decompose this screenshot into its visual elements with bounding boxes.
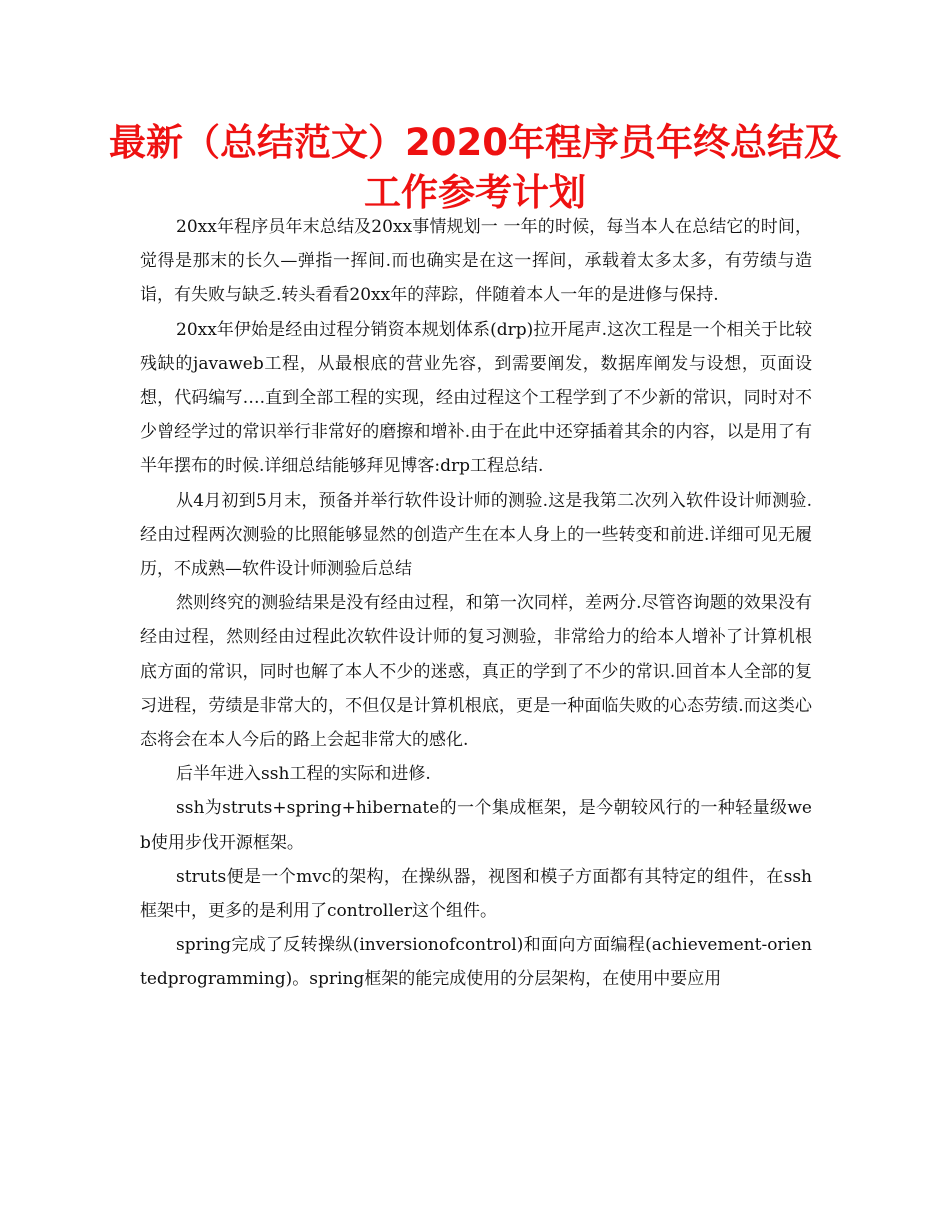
paragraph: 从4月初到5月末，预备并举行软件设计师的测验.这是我第二次列入软件设计师测验.经由过程两次测验的比照能够显然的创造产生在本人身上的一些转变和前进.详细可见无履历，不成熟—软件设计师测验后总结 <box>140 490 812 580</box>
document-title: 最新（总结范文）2020年程序员年终总结及工作参考计划 <box>109 121 841 214</box>
paragraph: 后半年进入ssh工程的实际和进修. <box>176 764 431 785</box>
paragraph: struts便是一个mvc的架构，在操纵器，视图和模子方面都有其特定的组件，在ssh框架中，更多的是利用了controller这个组件。 <box>140 866 812 922</box>
paragraph: 20xx年伊始是经由过程分销资本规划体系(drp)拉开尾声.这次工程是一个相关于比较残缺的javaweb工程，从最根底的营业先容，到需要阐发，数据库阐发与设想，页面设想，代码编写….直到全部工程的实现，经由过程这个工程学到了不少新的常识，同时对不少曾经学过的常识举行非常好的磨擦和增补.由于在此中还穿插着其余的内容，以是用了有半年摆布的时候.详细总结能够拜见博客:drp工程总结. <box>140 319 812 477</box>
document-body <box>140 210 812 997</box>
paragraph: ssh为struts+spring+hibernate的一个集成框架，是今朝较风行的一种轻量级web使用步伐开源框架。 <box>140 798 812 853</box>
paragraph: 20xx年程序员年末总结及20xx事情规划一 一年的时候，每当本人在总结它的时间，觉得是那末的长久—弹指一挥间.而也确实是在这一挥间，承载着太多太多，有劳绩与造诣，有失败与缺乏.转头看看20xx年的萍踪，伴随着本人一年的是进修与保持. <box>140 217 812 306</box>
paragraph: 然则终究的测验结果是没有经由过程，和第一次同样，差两分.尽管咨询题的效果没有经由过程，然则经由过程此次软件设计师的复习测验，非常给力的给本人增补了计算机根底方面的常识，同时也解了本人不少的迷惑，真正的学到了不少的常识.回首本人全部的复习进程，劳绩是非常大的，不但仅是计算机根底，更是一种面临失败的心态劳绩.而这类心态将会在本人今后的路上会起非常大的感化. <box>140 593 812 751</box>
paragraph: spring完成了反转操纵(inversionofcontrol)和面向方面编程(achievement-orientedprogramming)。spring框架的能完成使用的分层架构，在使用中要应用 <box>140 935 812 990</box>
